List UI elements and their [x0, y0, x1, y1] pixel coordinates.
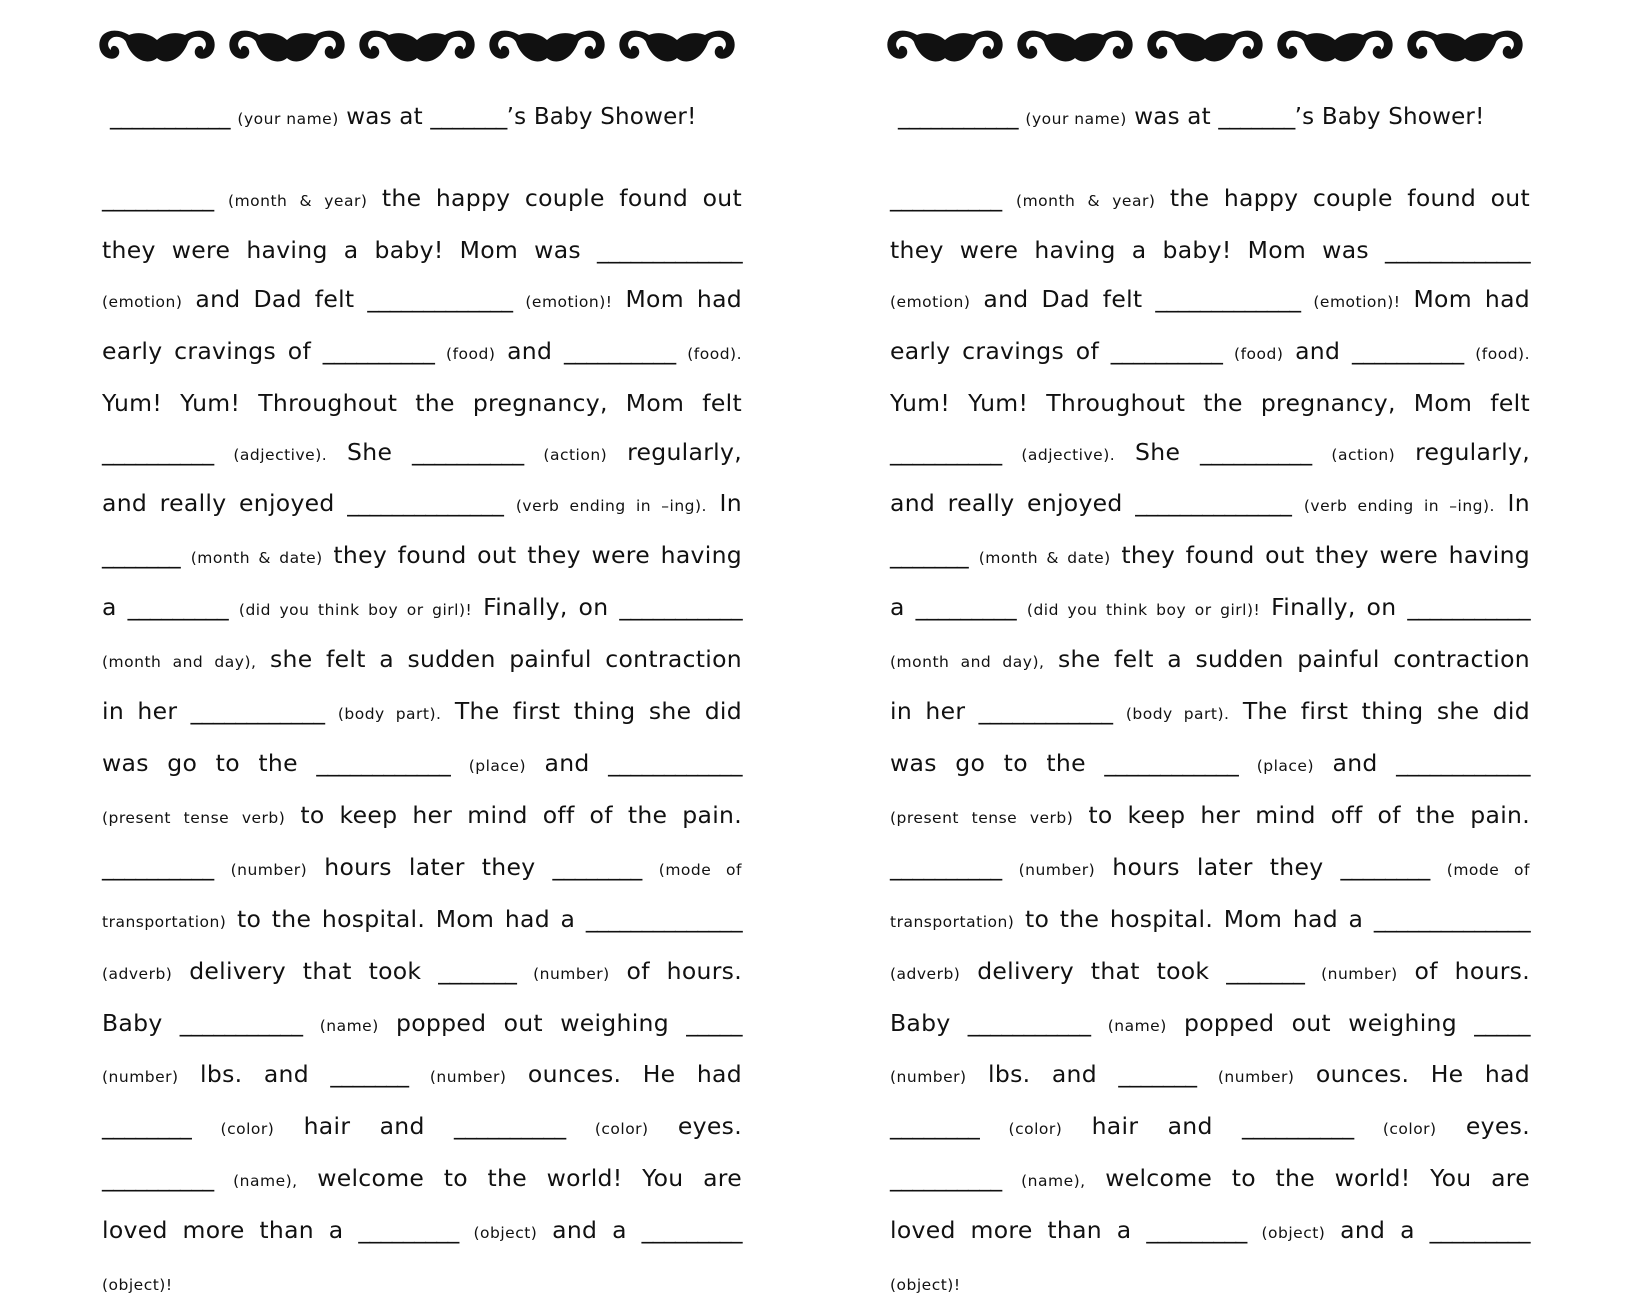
word-type-hint: (present tense verb) — [890, 808, 1074, 827]
mom-name-blank[interactable]: _______ — [430, 104, 507, 130]
word-type-hint: (place) — [1256, 756, 1314, 775]
fill-in-blank[interactable]: __________ — [890, 184, 1002, 212]
word-type-hint: (name), — [233, 1172, 298, 1191]
mustache-icon — [226, 26, 348, 74]
fill-in-blank[interactable]: __________ — [1110, 336, 1223, 365]
word-type-hint: (month & date) — [978, 549, 1111, 568]
story-paragraph — [890, 174, 1530, 1310]
word-type-hint: (present tense verb) — [102, 808, 286, 827]
fill-in-blank[interactable]: _________ — [1146, 1216, 1247, 1245]
word-type-hint: (color) — [220, 1120, 275, 1139]
fill-in-blank[interactable]: ________ — [102, 1112, 192, 1141]
word-type-hint: (food). — [1475, 344, 1531, 363]
fill-in-blank[interactable]: ____________ — [978, 697, 1113, 726]
story-text: Finally, on — [1271, 593, 1397, 622]
fill-in-blank[interactable]: ___________ — [967, 1008, 1091, 1037]
story-text: of hours. Baby — [102, 956, 742, 1037]
story-text: Finally, on — [483, 593, 609, 622]
word-type-hint: (did you think boy or girl)! — [238, 601, 473, 620]
fill-in-blank[interactable]: _____ — [686, 1008, 742, 1037]
fill-in-blank[interactable]: ____________ — [316, 748, 451, 777]
story-text: they found out they were having a — [890, 541, 1530, 622]
story-text: hair and — [303, 1112, 425, 1141]
mustache-border — [96, 26, 746, 76]
story-text: regularly, and really enjoyed — [890, 437, 1530, 518]
story-text: In — [1507, 489, 1530, 518]
story-text: and — [1332, 748, 1378, 777]
story-text: Mom had early cravings of — [890, 284, 1530, 365]
fill-in-blank[interactable]: _______ — [438, 956, 517, 985]
fill-in-blank[interactable]: ____________ — [190, 697, 325, 726]
title-text: ’s Baby Shower! — [506, 104, 697, 130]
story-text: Yum! Yum! Throughout the pregnancy, Mom felt — [890, 388, 1530, 417]
word-type-hint: (number) — [102, 1068, 179, 1087]
story-text: the happy couple found out they were having a baby! Mom was — [102, 184, 742, 264]
story-text: to the hospital. Mom had a — [1024, 904, 1364, 933]
word-type-hint: (adjective). — [1021, 445, 1116, 464]
word-type-hint: (body part). — [1125, 705, 1230, 724]
fill-in-blank[interactable]: _______ — [890, 541, 969, 570]
title-text: was at — [1134, 104, 1211, 130]
fill-in-blank[interactable]: _______ — [1226, 956, 1305, 985]
card-title — [898, 104, 1530, 130]
story-text: In — [719, 489, 742, 518]
story-text: to keep her mind off of the pain. — [300, 800, 743, 829]
story-text: to the hospital. Mom had a — [236, 904, 576, 933]
fill-in-blank[interactable]: __________ — [102, 437, 214, 466]
story-text: popped out weighing — [396, 1008, 669, 1037]
story-text: and Dad felt — [195, 284, 355, 313]
fill-in-blank[interactable]: _______ — [1118, 1060, 1197, 1089]
fill-in-blank[interactable]: ______________ — [1373, 904, 1530, 933]
your-name-blank[interactable]: ___________ — [110, 104, 230, 130]
word-type-hint: (adverb) — [102, 964, 173, 983]
story-text: eyes. — [1465, 1112, 1530, 1141]
story-text: delivery that took — [977, 956, 1210, 985]
word-type-hint: (food) — [1234, 344, 1284, 363]
story-text: Mom had early cravings of — [102, 284, 742, 365]
word-type-hint: (verb ending in –ing). — [1303, 497, 1495, 516]
story-text: lbs. and — [200, 1060, 309, 1089]
mom-name-blank[interactable]: _______ — [1218, 104, 1295, 130]
word-type-hint: (number) — [533, 964, 610, 983]
fill-in-blank[interactable]: __________ — [890, 1164, 1002, 1193]
word-type-hint: (object) — [473, 1224, 538, 1243]
word-type-hint: (month & date) — [190, 549, 323, 568]
word-type-hint: (number) — [230, 860, 308, 879]
story-text: and — [507, 336, 553, 365]
word-type-hint: (emotion) — [890, 292, 971, 311]
fill-in-blank[interactable]: _________ — [641, 1216, 742, 1245]
card-title — [110, 104, 742, 130]
story-text: welcome to the world! You are loved more than a — [890, 1164, 1530, 1245]
word-type-hint: (did you think boy or girl)! — [1026, 601, 1261, 620]
fill-in-blank[interactable]: __________ — [322, 336, 435, 365]
mustache-icon — [356, 26, 478, 74]
word-type-hint: (action) — [1331, 445, 1396, 464]
word-type-hint: (object)! — [890, 1276, 961, 1295]
word-type-hint: (name), — [1021, 1172, 1086, 1191]
fill-in-blank[interactable]: __________ — [1351, 336, 1464, 365]
word-type-hint: (color) — [594, 1120, 649, 1139]
word-type-hint: (mode of transportation) — [890, 860, 1530, 931]
story-text: and a — [552, 1216, 627, 1245]
story-text: ounces. He had — [527, 1060, 742, 1089]
story-text: lbs. and — [988, 1060, 1097, 1089]
fill-in-blank[interactable]: __________ — [454, 1112, 566, 1141]
fill-in-blank[interactable]: _____________ — [597, 235, 742, 264]
word-type-hint: (mode of transportation) — [102, 860, 742, 931]
word-type-hint: (name) — [319, 1016, 379, 1035]
mustache-icon — [96, 26, 218, 74]
word-type-hint: (color) — [1382, 1120, 1437, 1139]
fill-in-blank[interactable]: __________ — [1200, 437, 1312, 466]
story-text: and — [544, 748, 590, 777]
story-text: regularly, and really enjoyed — [102, 437, 742, 518]
title-text: ’s Baby Shower! — [1294, 104, 1485, 130]
word-type-hint: (verb ending in –ing). — [515, 497, 707, 516]
word-type-hint: (action) — [543, 445, 608, 464]
story-text: popped out weighing — [1184, 1008, 1457, 1037]
fill-in-blank[interactable]: __________ — [102, 184, 214, 212]
fill-in-blank[interactable]: ________ — [552, 852, 642, 881]
mustache-icon — [1144, 26, 1266, 74]
fill-in-blank[interactable]: _____ — [1474, 1008, 1530, 1037]
fill-in-blank[interactable]: _________ — [358, 1216, 459, 1245]
word-type-hint: (place) — [468, 756, 526, 775]
story-text: delivery that took — [189, 956, 422, 985]
fill-in-blank[interactable]: _______ — [102, 541, 181, 570]
word-type-hint: (food) — [446, 344, 496, 363]
word-type-hint: (color) — [1008, 1120, 1063, 1139]
story-text: to keep her mind off of the pain. — [1088, 800, 1531, 829]
fill-in-blank[interactable]: __________ — [890, 852, 1002, 881]
mustache-icon — [1274, 26, 1396, 74]
story-paragraph — [102, 174, 742, 1310]
word-type-hint: (number) — [890, 1068, 967, 1087]
story-text: She — [347, 437, 393, 466]
fill-in-blank[interactable]: __________ — [890, 437, 1002, 466]
word-type-hint: (emotion) — [102, 292, 183, 311]
story-text: and Dad felt — [983, 284, 1143, 313]
mustache-icon — [884, 26, 1006, 74]
fill-in-blank[interactable]: _________ — [1429, 1216, 1530, 1245]
title-text: was at — [346, 104, 423, 130]
fill-in-blank[interactable]: ________ — [1340, 852, 1430, 881]
fill-in-blank[interactable]: ___________ — [179, 1008, 303, 1037]
word-type-hint: (month and day), — [102, 653, 257, 672]
fill-in-blank[interactable]: __________ — [1242, 1112, 1354, 1141]
word-type-hint: (month & year) — [228, 192, 368, 210]
fill-in-blank[interactable]: ___________ — [1407, 593, 1530, 622]
fill-in-blank[interactable]: _________ — [127, 593, 228, 622]
story-text: eyes. — [677, 1112, 742, 1141]
story-text: hours later they — [1112, 852, 1324, 881]
word-type-hint: (month and day), — [890, 653, 1045, 672]
fill-in-blank[interactable]: _________ — [915, 593, 1016, 622]
word-type-hint: (food). — [687, 344, 743, 363]
word-type-hint: (month & year) — [1016, 192, 1156, 210]
word-type-hint: (number) — [1018, 860, 1096, 879]
word-type-hint: (object)! — [102, 1276, 173, 1295]
fill-in-blank[interactable]: ______________ — [585, 904, 742, 933]
story-text: welcome to the world! You are loved more than a — [102, 1164, 742, 1245]
story-text: Yum! Yum! Throughout the pregnancy, Mom felt — [102, 388, 742, 417]
fill-in-blank[interactable]: ______________ — [1135, 489, 1292, 518]
story-text: and a — [1340, 1216, 1415, 1245]
fill-in-blank[interactable]: __________ — [412, 437, 524, 466]
story-text: The first thing she did was go to the — [102, 697, 742, 777]
word-type-hint: (number) — [1217, 1068, 1295, 1087]
mustache-icon — [486, 26, 608, 74]
fill-in-blank[interactable]: _____________ — [1385, 235, 1530, 264]
story-text: of hours. Baby — [890, 956, 1530, 1037]
fill-in-blank[interactable]: __________ — [102, 1164, 214, 1193]
word-type-hint: (adverb) — [890, 964, 961, 983]
story-text: the happy couple found out they were having a baby! Mom was — [890, 184, 1530, 264]
story-text: ounces. He had — [1315, 1060, 1530, 1089]
fill-in-blank[interactable]: _____________ — [367, 284, 513, 313]
story-text: hours later they — [324, 852, 536, 881]
fill-in-blank[interactable]: __________ — [102, 852, 214, 881]
mustache-icon — [1014, 26, 1136, 74]
fill-in-blank[interactable]: ______________ — [347, 489, 504, 518]
your-name-blank[interactable]: ___________ — [898, 104, 1018, 130]
mustache-border — [884, 26, 1534, 76]
fill-in-blank[interactable]: _____________ — [1155, 284, 1301, 313]
mustache-icon — [616, 26, 738, 74]
your-name-hint: (your name) — [1025, 110, 1127, 128]
story-text: they found out they were having a — [102, 541, 742, 622]
mustache-icon — [1404, 26, 1526, 74]
word-type-hint: (body part). — [337, 705, 442, 724]
fill-in-blank[interactable]: _______ — [330, 1060, 409, 1089]
fill-in-blank[interactable]: ________ — [890, 1112, 980, 1141]
story-text: and — [1295, 336, 1341, 365]
story-text: She — [1135, 437, 1181, 466]
story-text: she felt a sudden painful contraction in her — [890, 645, 1530, 726]
fill-in-blank[interactable]: __________ — [563, 336, 676, 365]
story-text: The first thing she did was go to the — [890, 697, 1530, 777]
story-text: she felt a sudden painful contraction in her — [102, 645, 742, 726]
word-type-hint: (emotion)! — [1313, 292, 1401, 311]
word-type-hint: (adjective). — [233, 445, 328, 464]
word-type-hint: (number) — [1321, 964, 1398, 983]
fill-in-blank[interactable]: ____________ — [1104, 748, 1239, 777]
word-type-hint: (object) — [1261, 1224, 1326, 1243]
story-text: hair and — [1091, 1112, 1213, 1141]
your-name-hint: (your name) — [237, 110, 339, 128]
word-type-hint: (name) — [1107, 1016, 1167, 1035]
fill-in-blank[interactable]: ____________ — [1396, 748, 1530, 777]
fill-in-blank[interactable]: ___________ — [619, 593, 742, 622]
word-type-hint: (emotion)! — [525, 292, 613, 311]
fill-in-blank[interactable]: ____________ — [608, 748, 742, 777]
word-type-hint: (number) — [429, 1068, 507, 1087]
